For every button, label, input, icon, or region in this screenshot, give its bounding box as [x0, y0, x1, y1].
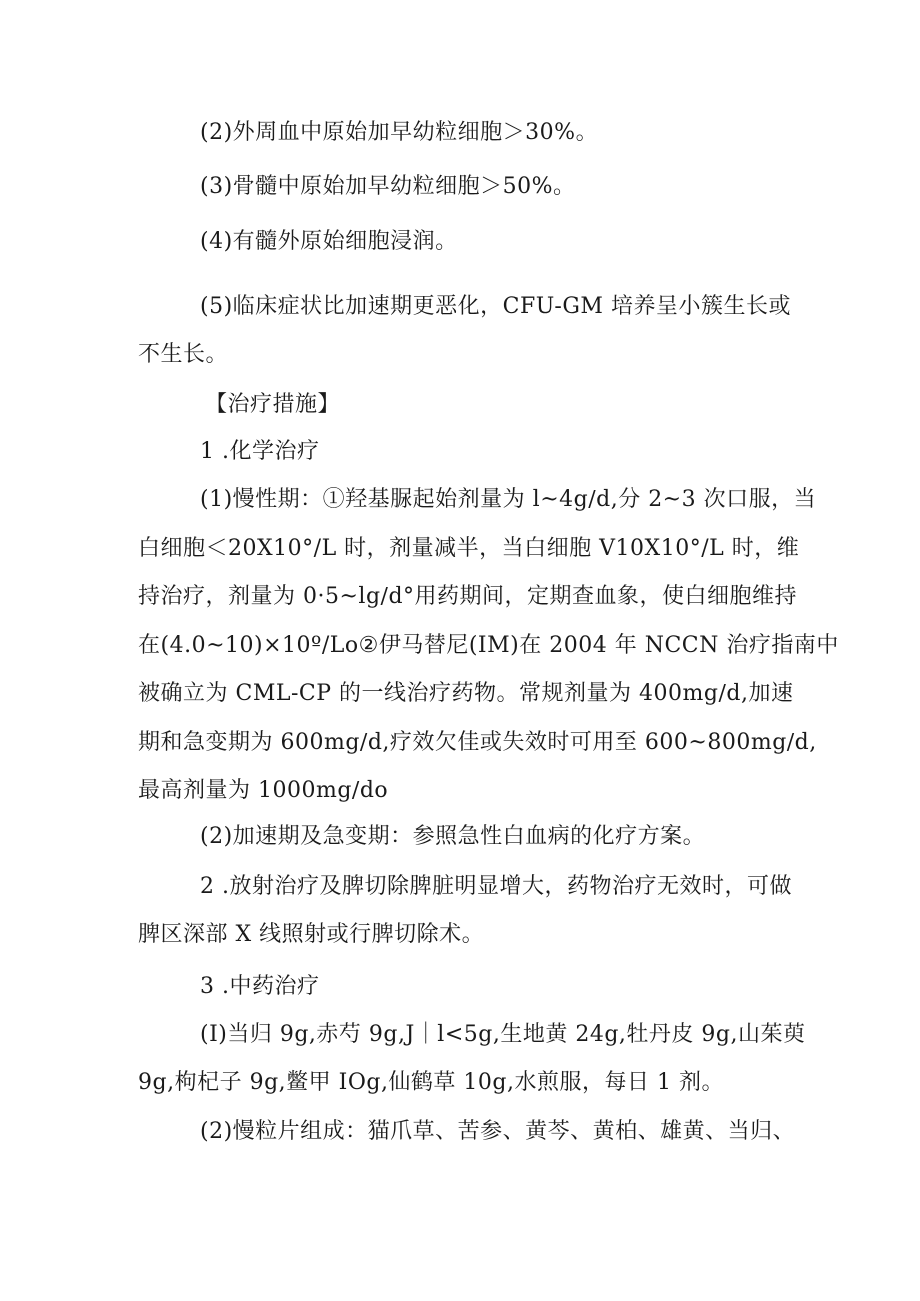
text-line: (1)慢性期：①羟基脲起始剂量为 l~4g∕d,分 2~3 次口服，当: [200, 487, 817, 512]
text-line: 最高剂量为 1000mg∕do: [138, 778, 389, 803]
text-line: (I)当归 9g,赤芍 9g,J｜l<5g,生地黄 24g,牡丹皮 9g,山茱萸: [200, 1022, 806, 1047]
text-line: 脾区深部 X 线照射或行脾切除术。: [138, 922, 485, 947]
text-line: 在(4.0~10)×10º/Lo②伊马替尼(IM)在 2004 年 NCCN 治疗指南中: [138, 633, 839, 658]
text-line: (4)有髓外原始细胞浸润。: [200, 229, 458, 254]
text-line: 被确立为 CML-CP 的一线治疗药物。常规剂量为 400mg∕d,加速: [138, 681, 794, 706]
text-line: 持治疗，剂量为 0·5~lg∕d°用药期间，定期查血象，使白细胞维持: [138, 584, 798, 609]
text-line: (2)慢粒片组成：猫爪草、苦参、黄芩、黄柏、雄黄、当归、: [200, 1119, 796, 1144]
text-line: 白细胞＜20X10°/L 时，剂量减半，当白细胞 V10X10°/L 时，维: [138, 536, 800, 561]
text-line: 期和急变期为 600mg∕d,疗效欠佳或失效时可用至 600~800mg∕d,: [138, 730, 817, 755]
text-line: 不生长。: [138, 342, 229, 367]
subsection-heading: 1 .化学治疗: [200, 439, 320, 464]
section-heading: 【治疗措施】: [205, 392, 341, 417]
subsection-heading: 3 .中药治疗: [200, 974, 320, 999]
text-line: (2)外周血中原始加早幼粒细胞＞30%。: [200, 120, 599, 145]
text-line: 9g,枸杞子 9g,鳖甲 IOg,仙鹤草 10g,水煎服，每日 1 剂。: [138, 1070, 724, 1095]
text-line: (3)骨髓中原始加早幼粒细胞＞50%。: [200, 174, 576, 199]
text-line: (5)临床症状比加速期更恶化，CFU-GM 培养呈小簇生长或: [200, 294, 791, 319]
text-line: (2)加速期及急变期：参照急性白血病的化疗方案。: [200, 824, 706, 849]
text-line: 2 .放射治疗及脾切除脾脏明显增大，药物治疗无效时，可做: [200, 874, 792, 899]
